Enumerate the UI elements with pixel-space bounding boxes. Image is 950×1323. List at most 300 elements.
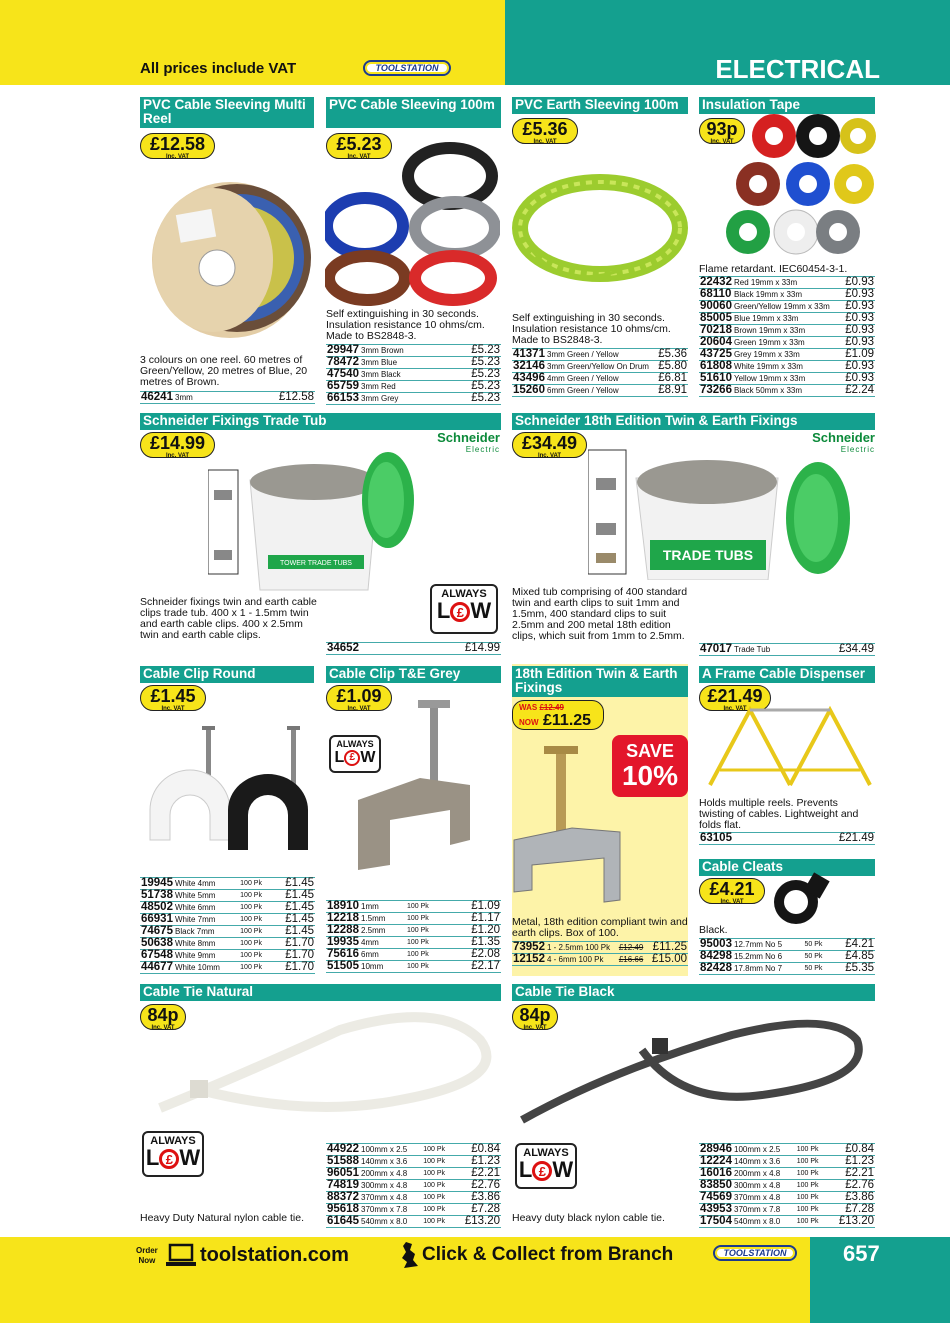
price-badge: £1.09 Inc. VAT <box>326 685 392 711</box>
product-code: 44922 <box>327 1143 359 1155</box>
product-description: Holds multiple reels. Prevents twisting of cables. Lightweight and folds flat. <box>699 797 859 831</box>
price-row <box>699 963 875 975</box>
product-price: £1.45 <box>272 902 315 914</box>
product-code: 75616 <box>327 948 359 960</box>
product-spec: White 7mm <box>174 914 239 926</box>
price-row <box>326 937 501 949</box>
product-price: £4.85 <box>832 951 875 963</box>
product-code: 46241 <box>141 391 173 403</box>
product-price: £1.35 <box>447 937 501 949</box>
price-row <box>512 954 688 966</box>
pack-size: 100 Pk <box>422 1156 453 1168</box>
price-row <box>140 890 315 902</box>
product-title: Cable Tie Natural <box>140 984 501 1001</box>
price-row <box>140 392 315 404</box>
product-code: 95618 <box>327 1203 359 1215</box>
earth-sleeving-coil-image <box>512 170 688 300</box>
product-spec: White 19mm x 33m <box>733 361 839 373</box>
product-price: £11.25 <box>647 942 688 954</box>
product-spec: 3mm <box>174 392 221 404</box>
product-spec: White 6mm <box>174 902 239 914</box>
price-row <box>326 1156 501 1168</box>
product-title: Cable Tie Black <box>512 984 875 1001</box>
price-row <box>326 1216 501 1228</box>
product-code: 88372 <box>327 1191 359 1203</box>
product-price: £1.45 <box>272 926 315 938</box>
product-title: PVC Earth Sleeving 100m <box>512 97 688 114</box>
product-price: £1.70 <box>272 950 315 962</box>
black-cable-tie-image <box>512 1010 875 1130</box>
product-code: 51505 <box>327 960 359 972</box>
product-spec: 4mm <box>360 937 406 949</box>
product-price: £2.21 <box>453 1168 501 1180</box>
product-spec: 3mm Blue <box>360 357 441 369</box>
product-code: 29947 <box>327 344 359 356</box>
price-row <box>326 643 501 655</box>
product-description: Metal, 18th edition compliant twin and earth clips. Box of 100. <box>512 916 688 939</box>
product-price: £0.93 <box>842 277 876 289</box>
price-list-p8 <box>326 900 501 973</box>
insulation-tape-rolls-image <box>718 112 876 260</box>
pack-size: 100 Pk <box>422 1204 453 1216</box>
price-badge: 84p Inc. VAT <box>140 1004 186 1030</box>
product-spec: 140mm x 3.6 <box>733 1156 796 1168</box>
price-list-p4 <box>699 276 875 397</box>
section-title: ELECTRICAL <box>715 54 880 84</box>
price-list-p9 <box>512 941 688 966</box>
product-code: 90060 <box>700 300 732 312</box>
product-price: £2.17 <box>447 961 501 973</box>
price-row <box>326 1180 501 1192</box>
pack-size: 100 Pk <box>796 1156 827 1168</box>
product-price: £5.23 <box>445 381 501 393</box>
price-row <box>326 925 501 937</box>
price-row <box>699 313 875 325</box>
product-price: £14.99 <box>374 643 501 655</box>
product-price: £5.23 <box>445 345 501 357</box>
price-badge: £34.49 Inc. VAT <box>512 432 587 458</box>
product-price: £0.93 <box>842 301 876 313</box>
product-title: Schneider Fixings Trade Tub <box>140 413 501 430</box>
product-price: £0.93 <box>842 325 876 337</box>
product-code: 66153 <box>327 392 359 404</box>
product-price: £0.84 <box>453 1144 501 1156</box>
product-code: 44677 <box>141 961 173 973</box>
pack-size: 100 Pk <box>796 1192 827 1204</box>
product-code: 32146 <box>513 360 545 372</box>
footer-teal-band <box>810 1237 950 1323</box>
product-code: 28946 <box>700 1143 732 1155</box>
natural-cable-tie-image <box>140 1010 501 1120</box>
product-description: Black. <box>699 924 728 936</box>
price-row <box>326 1192 501 1204</box>
price-list-p12 <box>326 1143 501 1228</box>
product-price: £3.86 <box>453 1192 501 1204</box>
pack-size: 100 Pk <box>406 937 447 949</box>
was-now-badge: WAS £12.49 NOW £11.25 <box>512 700 604 730</box>
product-code: 96051 <box>327 1167 359 1179</box>
product-spec: 3mm Brown <box>360 345 441 357</box>
product-spec: 6mm <box>360 949 406 961</box>
product-title: PVC Cable Sleeving 100m <box>326 97 501 128</box>
pack-size: £12.49 <box>618 942 647 954</box>
product-spec: 370mm x 7.8 <box>733 1204 796 1216</box>
product-price: £1.09 <box>842 349 876 361</box>
price-row <box>326 949 501 961</box>
product-spec: 300mm x 4.8 <box>733 1180 796 1192</box>
always-low-badge: ALWAYS L £ W <box>430 584 498 634</box>
product-spec: 3mm Grey <box>360 393 441 405</box>
product-price: £1.45 <box>272 914 315 926</box>
product-code: 61808 <box>700 360 732 372</box>
product-title: A Frame Cable Dispenser <box>699 666 875 683</box>
product-spec: 100mm x 2.5 <box>360 1144 422 1156</box>
price-row <box>699 1156 875 1168</box>
product-code: 95003 <box>700 938 732 950</box>
pack-size: 100 Pk <box>796 1144 827 1156</box>
product-spec: 3mm Green / Yellow <box>546 349 654 361</box>
product-code: 12224 <box>700 1155 732 1167</box>
product-code: 70218 <box>700 324 732 336</box>
product-spec: Black 7mm <box>174 926 239 938</box>
price-row <box>326 901 501 913</box>
product-spec: 2.5mm <box>360 925 406 937</box>
product-price: £21.49 <box>747 833 875 845</box>
product-code: 43496 <box>513 372 545 384</box>
round-cable-clips-image <box>140 720 315 860</box>
product-description: Heavy Duty Natural nylon cable tie. <box>140 1212 304 1224</box>
product-spec: Brown 19mm x 33m <box>733 325 839 337</box>
price-row <box>512 385 688 397</box>
product-code: 78472 <box>327 356 359 368</box>
price-row <box>699 277 875 289</box>
always-low-badge: ALWAYS L £ W <box>142 1131 204 1177</box>
product-code: 61645 <box>327 1215 359 1227</box>
price-row <box>512 349 688 361</box>
product-spec: 3mm Black <box>360 369 441 381</box>
product-price: £1.70 <box>272 962 315 974</box>
product-spec: 4 - 6mm 100 Pk <box>546 954 618 966</box>
product-code: 73266 <box>700 384 732 396</box>
product-code: 43953 <box>700 1203 732 1215</box>
product-code: 74819 <box>327 1179 359 1191</box>
product-spec: Blue 19mm x 33m <box>733 313 839 325</box>
product-spec: Green 19mm x 33m <box>733 337 839 349</box>
product-title: 18th Edition Twin & Earth Fixings <box>512 666 688 697</box>
price-row <box>326 1168 501 1180</box>
product-title: Schneider 18th Edition Twin & Earth Fixings <box>512 413 875 430</box>
a-frame-dispenser-image <box>700 690 875 795</box>
product-code: 34652 <box>327 642 359 654</box>
cable-reel-image <box>145 170 315 350</box>
pack-size: 50 Pk <box>804 939 832 951</box>
pack-size: 100 Pk <box>796 1204 827 1216</box>
product-price: £3.86 <box>827 1192 875 1204</box>
product-code: 51610 <box>700 372 732 384</box>
price-row <box>326 1204 501 1216</box>
price-row <box>140 950 315 962</box>
product-price: £2.76 <box>827 1180 875 1192</box>
pack-size: 100 Pk <box>406 913 447 925</box>
product-code: 19945 <box>141 877 173 889</box>
product-price: £13.20 <box>827 1216 875 1228</box>
product-code: 41371 <box>513 348 545 360</box>
pack-size: 100 Pk <box>422 1192 453 1204</box>
product-spec: White 8mm <box>174 938 239 950</box>
product-description: Heavy duty black nylon cable tie. <box>512 1212 665 1224</box>
uk-map-icon <box>398 1240 420 1270</box>
price-badge: 93p Inc. VAT <box>699 118 745 144</box>
product-code: 12152 <box>513 953 545 965</box>
save-badge: SAVE 10% <box>612 735 688 797</box>
svg-text:TOWER TRADE TUBS: TOWER TRADE TUBS <box>280 560 352 567</box>
product-price: £5.36 <box>656 349 688 361</box>
price-row <box>140 902 315 914</box>
schneider-logo: Schneider Electric <box>437 430 500 454</box>
price-row <box>699 289 875 301</box>
product-spec: Trade Tub <box>733 644 803 656</box>
product-code: 20604 <box>700 336 732 348</box>
pack-size: 50 Pk <box>804 963 832 975</box>
product-price: £8.91 <box>656 385 688 397</box>
price-badge: £5.23 Inc. VAT <box>326 133 392 159</box>
product-code: 47540 <box>327 368 359 380</box>
metal-clip-image <box>512 740 632 910</box>
price-badge: £5.36 Inc. VAT <box>512 118 578 144</box>
product-price: £7.28 <box>827 1204 875 1216</box>
trade-tub-image <box>588 448 860 580</box>
price-list-p2 <box>326 344 501 405</box>
pack-size: 100 Pk <box>422 1216 453 1228</box>
price-row <box>326 345 501 357</box>
product-price: £0.93 <box>842 313 876 325</box>
product-description: Self extinguishing in 30 seconds. Insulation resistance 10 ohms/cm. Made to BS2848-3. <box>326 308 485 342</box>
always-low-badge: ALWAYS L £ W <box>329 735 381 773</box>
price-badge: £21.49 Inc. VAT <box>699 685 771 711</box>
price-row <box>699 951 875 963</box>
product-spec: 100mm x 2.5 <box>733 1144 796 1156</box>
svg-text:TRADE TUBS: TRADE TUBS <box>662 547 754 563</box>
product-title: Cable Cleats <box>699 859 875 876</box>
product-price: £1.23 <box>827 1156 875 1168</box>
pack-size <box>740 833 747 845</box>
product-price: £1.20 <box>447 925 501 937</box>
product-code: 16016 <box>700 1167 732 1179</box>
product-price: £1.17 <box>447 913 501 925</box>
pack-size: 100 Pk <box>406 901 447 913</box>
price-row <box>699 361 875 373</box>
product-price: £5.23 <box>445 357 501 369</box>
product-spec: 540mm x 8.0 <box>360 1216 422 1228</box>
product-code: 74569 <box>700 1191 732 1203</box>
product-price: £7.28 <box>453 1204 501 1216</box>
product-price: £5.23 <box>445 369 501 381</box>
product-spec <box>733 833 740 845</box>
price-row <box>699 1180 875 1192</box>
price-row <box>326 961 501 973</box>
price-row <box>140 878 315 890</box>
laptop-icon <box>166 1243 196 1269</box>
product-description: 3 colours on one reel. 60 metres of Green/Yellow, 20 metres of Blue, 20 metres of Brown. <box>140 354 308 388</box>
product-spec: White 10mm <box>174 962 239 974</box>
product-code: 73952 <box>513 941 545 953</box>
product-spec: 17.8mm No 7 <box>733 963 804 975</box>
product-code: 12288 <box>327 924 359 936</box>
product-price: £2.08 <box>447 949 501 961</box>
pack-size: 100 Pk <box>239 926 272 938</box>
product-title: PVC Cable Sleeving Multi Reel <box>140 97 314 128</box>
product-spec: 15.2mm No 6 <box>733 951 804 963</box>
cable-cleat-image <box>768 870 833 930</box>
product-price: £0.93 <box>842 289 876 301</box>
price-row <box>326 393 501 405</box>
product-code: 47017 <box>700 643 732 655</box>
product-spec: Red 19mm x 33m <box>733 277 839 289</box>
pack-size: 100 Pk <box>406 961 447 973</box>
product-spec: White 4mm <box>174 878 239 890</box>
vat-note: All prices include VAT <box>140 60 297 77</box>
product-spec: Green/Yellow 19mm x 33m <box>733 301 839 313</box>
product-spec: 3mm Red <box>360 381 441 393</box>
product-spec: 370mm x 4.8 <box>360 1192 422 1204</box>
product-spec: 12.7mm No 5 <box>733 939 804 951</box>
product-code: 48502 <box>141 901 173 913</box>
price-row <box>699 373 875 385</box>
product-code: 83850 <box>700 1179 732 1191</box>
price-row <box>140 938 315 950</box>
product-spec: 10mm <box>360 961 406 973</box>
price-badge: £4.21 Inc. VAT <box>699 878 765 904</box>
price-row <box>699 1216 875 1228</box>
product-code: 18910 <box>327 900 359 912</box>
price-row <box>699 833 875 845</box>
product-code: 65759 <box>327 380 359 392</box>
product-price: £0.93 <box>842 337 876 349</box>
price-row <box>699 644 875 656</box>
product-code: 43725 <box>700 348 732 360</box>
price-row <box>699 939 875 951</box>
product-spec: 6mm Green / Yellow <box>546 385 654 397</box>
product-description: Self extinguishing in 30 seconds. Insulation resistance 10 ohms/cm. Made to BS2848-3. <box>512 312 671 346</box>
price-row <box>326 913 501 925</box>
product-spec: 1 - 2.5mm 100 Pk <box>546 942 618 954</box>
pack-size: 100 Pk <box>796 1180 827 1192</box>
product-price: £5.35 <box>832 963 875 975</box>
product-price: £1.45 <box>272 878 315 890</box>
price-row <box>326 369 501 381</box>
price-row <box>699 301 875 313</box>
product-price: £12.58 <box>226 392 315 404</box>
price-row <box>699 1204 875 1216</box>
product-spec: 370mm x 7.8 <box>360 1204 422 1216</box>
trade-tub-image <box>208 440 418 600</box>
price-row <box>140 914 315 926</box>
product-title: Insulation Tape <box>699 97 875 114</box>
toolstation-logo: TOOLSTATION <box>363 60 451 76</box>
product-spec: 4mm Green / Yellow <box>546 373 654 385</box>
pack-size: 100 Pk <box>239 950 272 962</box>
product-code: 67548 <box>141 949 173 961</box>
product-code: 51588 <box>327 1155 359 1167</box>
product-price: £13.20 <box>453 1216 501 1228</box>
product-price: £1.09 <box>447 901 501 913</box>
pack-size: 100 Pk <box>422 1168 453 1180</box>
price-list-p1 <box>140 391 315 404</box>
price-badge: £12.58 Inc. VAT <box>140 133 215 159</box>
product-spec: 1mm <box>360 901 406 913</box>
toolstation-logo: TOOLSTATION <box>713 1245 797 1261</box>
product-spec: Yellow 19mm x 33m <box>733 373 839 385</box>
product-price: £0.84 <box>827 1144 875 1156</box>
product-title: Cable Clip Round <box>140 666 314 683</box>
price-row <box>699 1168 875 1180</box>
product-spec: 200mm x 4.8 <box>360 1168 422 1180</box>
product-description: Schneider fixings twin and earth cable clips trade tub. 400 x 1 - 1.5mm twin and earth cable clips. 400 x 2.5mm twin and earth cable clips. <box>140 596 317 641</box>
order-now-label: Order Now <box>136 1246 158 1265</box>
product-price: £6.81 <box>656 373 688 385</box>
product-price: £2.21 <box>827 1168 875 1180</box>
product-spec: 370mm x 4.8 <box>733 1192 796 1204</box>
pack-size: 100 Pk <box>796 1216 827 1228</box>
price-badge: £14.99 Inc. VAT <box>140 432 215 458</box>
product-code: 22432 <box>700 276 732 288</box>
price-list-p7 <box>140 877 315 974</box>
product-code: 74675 <box>141 925 173 937</box>
product-price: £2.76 <box>453 1180 501 1192</box>
product-price: £2.24 <box>842 385 876 397</box>
always-low-badge: ALWAYS L £ W <box>515 1143 577 1189</box>
product-price: £0.93 <box>842 361 876 373</box>
product-description: Mixed tub comprising of 400 standard twin and earth clips to suit 1mm and 1.5mm, 400 standard clips to suit 2.5mm and 200 metal 18th edition clips, which suit from 1mm to 2.5mm. <box>512 586 688 642</box>
price-row <box>512 361 688 373</box>
product-description: Flame retardant. IEC60454-3-1. <box>699 263 848 275</box>
click-collect-label: Click & Collect from Branch <box>422 1244 674 1265</box>
product-code: 50638 <box>141 937 173 949</box>
product-spec: Black 19mm x 33m <box>733 289 839 301</box>
product-spec: 540mm x 8.0 <box>733 1216 796 1228</box>
price-row <box>699 1192 875 1204</box>
price-list-p5 <box>326 642 501 655</box>
product-price: £1.45 <box>272 890 315 902</box>
pack-size <box>367 643 374 655</box>
price-row <box>326 357 501 369</box>
price-row <box>699 325 875 337</box>
pack-size: 100 Pk <box>796 1168 827 1180</box>
page-number: 657 <box>843 1241 880 1266</box>
pack-size: 100 Pk <box>406 949 447 961</box>
schneider-logo: Schneider Electric <box>812 430 875 454</box>
product-price: £15.00 <box>647 954 688 966</box>
pack-size: 100 Pk <box>406 925 447 937</box>
product-spec: 1.5mm <box>360 913 406 925</box>
price-row <box>699 349 875 361</box>
product-spec: 300mm x 4.8 <box>360 1180 422 1192</box>
product-spec: Black 50mm x 33m <box>733 385 839 397</box>
price-row <box>699 385 875 397</box>
price-row <box>326 381 501 393</box>
pack-size: £16.66 <box>618 954 647 966</box>
website-link[interactable]: toolstation.com <box>200 1244 349 1266</box>
product-code: 85005 <box>700 312 732 324</box>
product-spec: Grey 19mm x 33m <box>733 349 839 361</box>
product-spec <box>360 643 367 655</box>
product-code: 12218 <box>327 912 359 924</box>
price-row <box>699 337 875 349</box>
product-price: £34.49 <box>807 644 875 656</box>
pack-size: 100 Pk <box>239 962 272 974</box>
price-row <box>512 373 688 385</box>
pack-size: 100 Pk <box>239 914 272 926</box>
